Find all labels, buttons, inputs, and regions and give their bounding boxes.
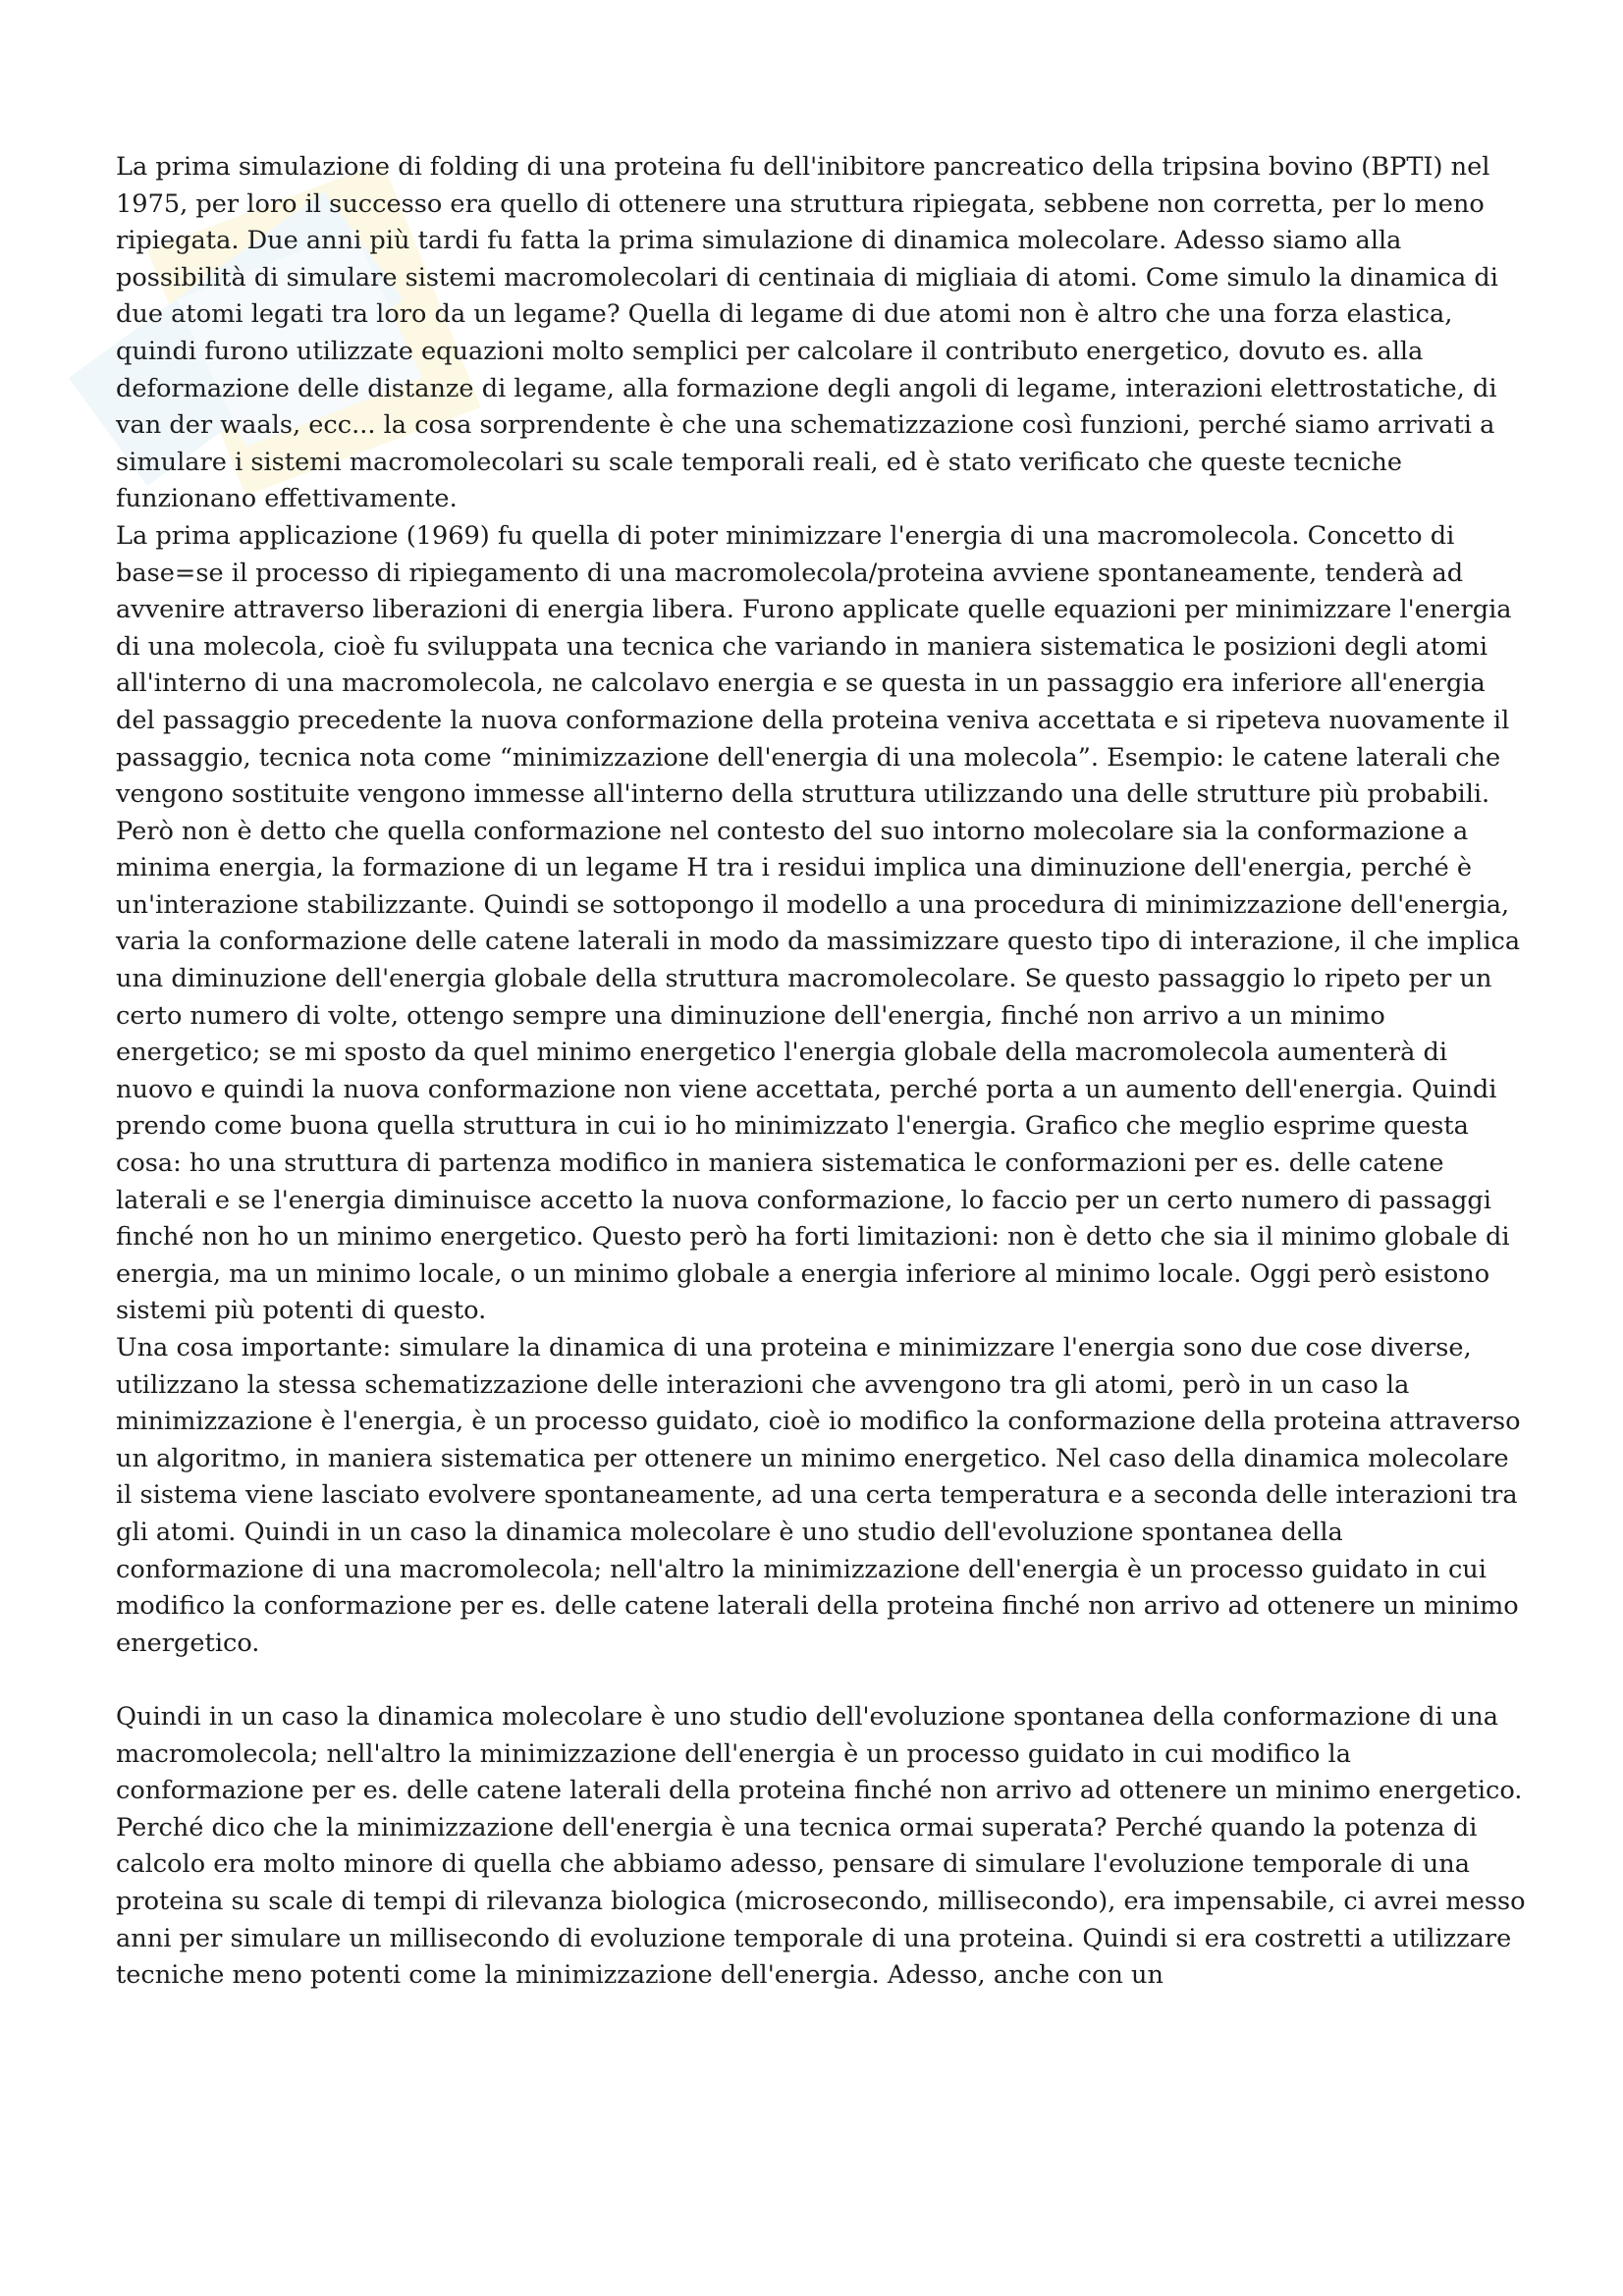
paragraph-3: Una cosa importante: simulare la dinamica di una proteina e minimizzare l'energia sono due cose diverse, utilizzano la stessa schematizzazione delle interazioni che avvengono tra gli atomi, però in un caso la minimizzazione è l'energia, è un processo guidato, cioè io modifico la conformazione della proteina attraverso un algoritmo, in maniera sistematica per ottenere un minimo energetico. Nel caso della dinamica molecolare il sistema viene lasciato evolvere spontaneamente, ad una certa temperatura e a seconda delle interazioni tra gli atomi. Quindi in un caso la dinamica molecolare è uno studio dell'evoluzione spontanea della conformazione di una macromolecola; nell'altro la minimizzazione dell'energia è un processo guidato in cui modifico la conformazione per es. delle catene laterali della proteina finché non arrivo ad ottenere un minimo energetico. [116, 1333, 1521, 1658]
paragraph-5: Perché dico che la minimizzazione dell'energia è una tecnica ormai superata? Perché quando la potenza di calcolo era molto minore di quella che abbiamo adesso, pensare di simulare l'evoluzione temporale di una proteina su scale di tempi di rilevanza biologica (microsecondo, millisecondo), era impensabile, ci avrei messo anni per simulare un millisecondo di evoluzione temporale di una proteina. Quindi si era costretti a utilizzare tecniche meno potenti come la minimizzazione dell'energia. Adesso, anche con un [116, 1812, 1526, 1991]
document-body [116, 149, 1530, 1995]
paragraph-1: La prima simulazione di folding di una proteina fu dell'inibitore pancreatico della tripsina bovino (BPTI) nel 1975, per loro il successo era quello di ottenere una struttura ripiegata, sebbene non corretta, per lo meno ripiegata. Due anni più tardi fu fatta la prima simulazione di dinamica molecolare. Adesso siamo alla possibilità di simulare sistemi macromolecolari di centinaia di migliaia di atomi. Come simulo la dinamica di due atomi legati tra loro da un legame? Quella di legame di due atomi non è altro che una forza elastica, quindi furono utilizzate equazioni molto semplici per calcolare il contributo energetico, dovuto es. alla deformazione delle distanze di legame, alla formazione degli angoli di legame, interazioni elettrostatiche, di van der waals, ecc... la cosa sorprendente è che una schematizzazione così funzioni, perché siamo arrivati a simulare i sistemi macromolecolari su scale temporali reali, ed è stato verificato che queste tecniche funzionano effettivamente. [116, 152, 1498, 514]
paragraph-spacer [116, 1662, 1530, 1699]
paragraph-4: Quindi in un caso la dinamica molecolare è uno studio dell'evoluzione spontanea della conformazione di una macromolecola; nell'altro la minimizzazione dell'energia è un processo guidato in cui modifico la conformazione per es. delle catene laterali della proteina finché non arrivo ad ottenere un minimo energetico. [116, 1701, 1523, 1806]
paragraph-2: La prima applicazione (1969) fu quella di poter minimizzare l'energia di una macromolecola. Concetto di base=se il processo di ripiegamento di una macromolecola/proteina avviene spontaneamente, tenderà ad avvenire attraverso liberazioni di energia libera. Furono applicate quelle equazioni per minimizzare l'energia di una molecola, cioè fu sviluppata una tecnica che variando in maniera sistematica le posizioni degli atomi all'interno di una macromolecola, ne calcolavo energia e se questa in un passaggio era inferiore all'energia del passaggio precedente la nuova conformazione della proteina veniva accettata e si ripeteva nuovamente il passaggio, tecnica nota come “minimizzazione dell'energia di una molecola”. Esempio: le catene laterali che vengono sostituite vengono immesse all'interno della struttura utilizzando una delle strutture più probabili. Però non è detto che quella conformazione nel contesto del suo intorno molecolare sia la conformazione a minima energia, la formazione di un legame H tra i residui implica una diminuzione dell'energia, perché è un'interazione stabilizzante. Quindi se sottopongo il modello a una procedura di minimizzazione dell'energia, varia la conformazione delle catene laterali in modo da massimizzare questo tipo di interazione, il che implica una diminuzione dell'energia globale della struttura macromolecolare. Se questo passaggio lo ripeto per un certo numero di volte, ottengo sempre una diminuzione dell'energia, finché non arrivo a un minimo energetico; se mi sposto da quel minimo energetico l'energia globale della macromolecola aumenterà di nuovo e quindi la nuova conformazione non viene accettata, perché porta a un aumento dell'energia. Quindi prendo come buona quella struttura in cui io ho minimizzato l'energia. Grafico che meglio esprime questa cosa: ho una struttura di partenza modifico in maniera sistematica le conformazioni per es. delle catene laterali e se l'energia diminuisce accetto la nuova conformazione, lo faccio per un certo numero di passaggi finché non ho un minimo energetico. Questo però ha forti limitazioni: non è detto che sia il minimo globale di energia, ma un minimo locale, o un minimo globale a energia inferiore al minimo locale. Oggi però esistono sistemi più potenti di questo. [116, 520, 1521, 1326]
